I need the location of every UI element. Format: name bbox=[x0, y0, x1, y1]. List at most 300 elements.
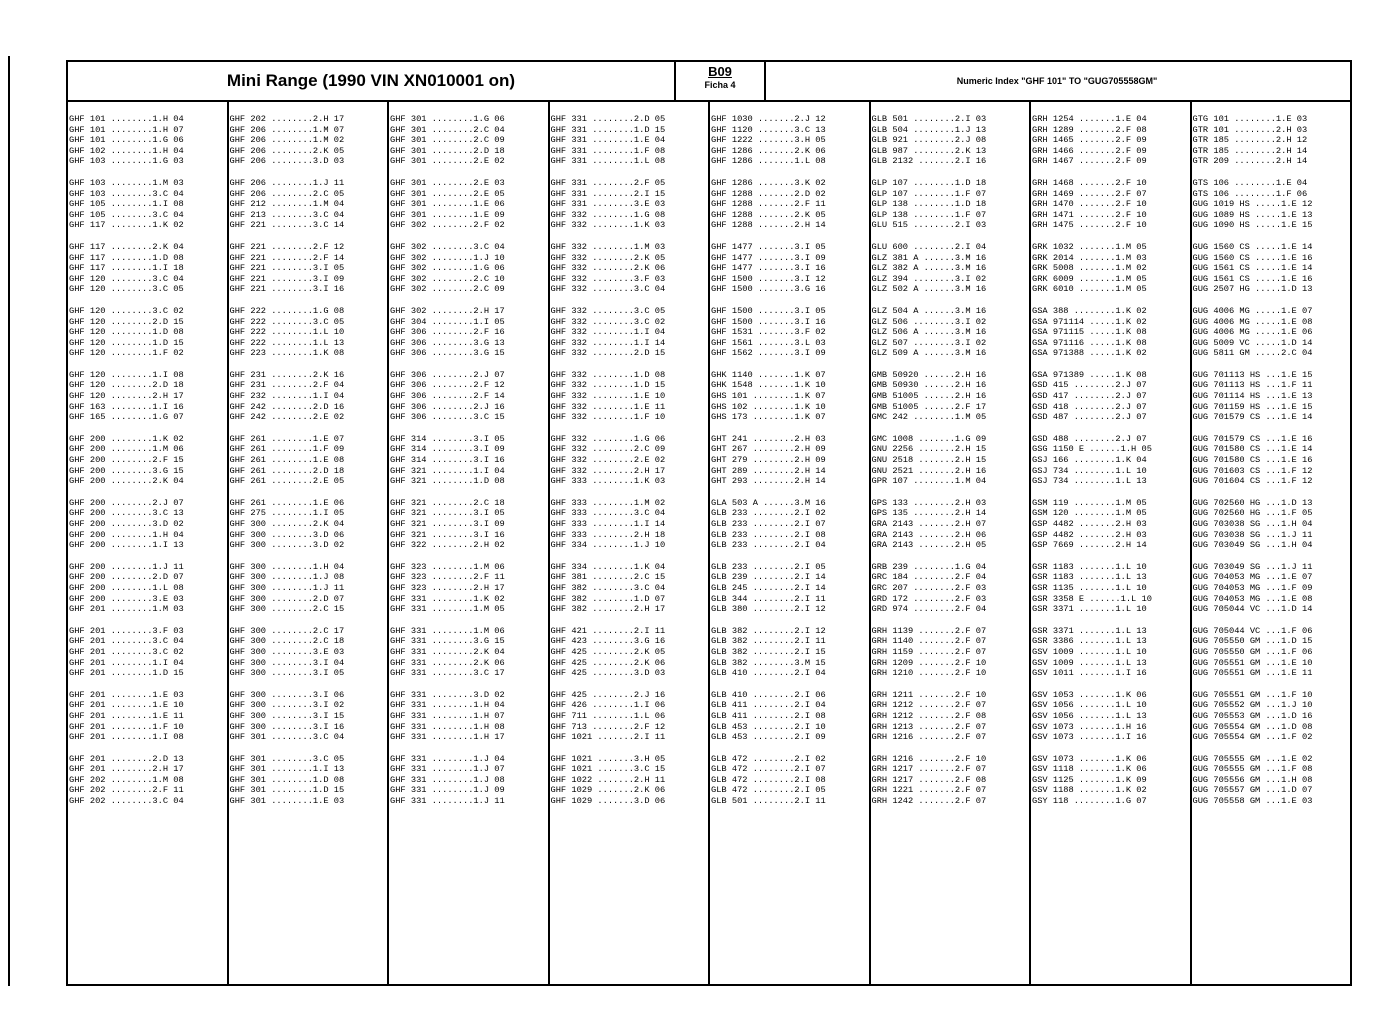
index-entry: GRK 6009 .......1.M 05 bbox=[1032, 273, 1147, 284]
index-entry: GHF 301 ........2.E 03 bbox=[390, 177, 505, 188]
index-entry: GHF 302 ........2.H 17 bbox=[390, 305, 505, 316]
index-entry: GUG 705551 GM ...1.E 10 bbox=[1192, 657, 1313, 668]
index-entry: GHF 332 ........1.I 04 bbox=[550, 327, 666, 338]
index-group bbox=[871, 242, 1030, 295]
index-entry: GHF 301 ........2.C 04 bbox=[390, 124, 505, 135]
index-entry: GHF 332 ........3.C 05 bbox=[550, 305, 666, 316]
index-entry: GUG 1561 CS .....1.E 14 bbox=[1192, 263, 1313, 274]
index-group bbox=[68, 562, 227, 615]
index-entry: GHF 331 ........2.F 05 bbox=[550, 177, 666, 188]
index-entry: GHF 200 ........2.F 15 bbox=[69, 455, 184, 466]
index-entry: GHF 331 ........3.G 15 bbox=[390, 636, 505, 647]
index-entry: GUG 4006 MG .....1.E 06 bbox=[1192, 327, 1313, 338]
index-entry: GHF 322 ........2.H 02 bbox=[390, 540, 505, 551]
index-entry: GHF 332 ........1.E 10 bbox=[550, 391, 666, 402]
index-entry: GHF 200 ........2.J 07 bbox=[69, 497, 184, 508]
index-entry: GUG 702560 HG ...1.D 13 bbox=[1192, 497, 1313, 508]
index-entry: GHF 332 ........1.I 14 bbox=[550, 337, 666, 348]
index-entry: GSR 1135 .......1.L 10 bbox=[1032, 582, 1147, 593]
index-group bbox=[871, 562, 1030, 615]
index-entry: GSV 1056 .......1.L 10 bbox=[1032, 700, 1147, 711]
index-entry: GHF 331 ........1.H 17 bbox=[390, 732, 505, 743]
index-entry: GSM 119 ........1.M 05 bbox=[1032, 497, 1147, 508]
index-entry: GHF 331 ........2.K 06 bbox=[390, 657, 505, 668]
index-group bbox=[1192, 114, 1351, 167]
index-column bbox=[548, 102, 709, 984]
index-entry: GRC 184 ........2.F 04 bbox=[871, 572, 987, 583]
index-group bbox=[68, 626, 227, 679]
index-entry: GHF 332 ........2.H 17 bbox=[550, 465, 666, 476]
index-entry: GHK 1548 .......1.K 10 bbox=[711, 380, 826, 391]
index-entry: GSA 971388 .....1.K 02 bbox=[1032, 348, 1147, 359]
index-group bbox=[550, 626, 709, 679]
index-entry: GLB 380 ........2.I 12 bbox=[711, 604, 826, 615]
index-column bbox=[68, 102, 227, 984]
index-entry: GHF 1500 .......3.I 16 bbox=[711, 316, 826, 327]
index-entry: GSV 1073 .......1.K 06 bbox=[1032, 753, 1147, 764]
index-entry: GHF 200 ........3.G 15 bbox=[69, 465, 184, 476]
index-entry: GHF 201 ........1.I 04 bbox=[69, 657, 184, 668]
index-entry: GLB 472 ........2.I 02 bbox=[711, 753, 826, 764]
index-entry: GRH 1468 .......2.F 10 bbox=[1032, 177, 1147, 188]
index-entry: GRH 1210 .......2.F 10 bbox=[871, 668, 987, 679]
index-entry: GSR 3371 .......1.L 10 bbox=[1032, 604, 1147, 615]
index-entry: GHF 200 ........1.L 08 bbox=[69, 582, 184, 593]
index-entry: GHF 200 ........1.H 04 bbox=[69, 529, 184, 540]
index-entry: GHF 103 ........3.C 04 bbox=[69, 188, 184, 199]
index-entry: GHF 120 ........1.D 08 bbox=[69, 327, 184, 338]
index-entry: GSJ 734 ........1.L 13 bbox=[1032, 476, 1147, 487]
index-entry: GHF 1120 .......3.C 13 bbox=[711, 124, 826, 135]
index-entry: GHF 232 ........1.I 04 bbox=[229, 391, 345, 402]
index-entry: GRH 1471 .......2.F 10 bbox=[1032, 209, 1147, 220]
index-entry: GUG 705044 VC ...1.F 06 bbox=[1192, 625, 1313, 636]
index-entry: GLP 107 ........1.F 07 bbox=[871, 188, 987, 199]
index-entry: GHF 300 ........1.J 11 bbox=[229, 582, 345, 593]
index-entry: GHF 382 ........3.C 04 bbox=[550, 582, 666, 593]
index-entry: GLZ 382 A ......3.M 16 bbox=[871, 263, 987, 274]
index-entry: GHF 120 ........2.H 17 bbox=[69, 391, 184, 402]
index-entry: GSV 1118 .......1.K 06 bbox=[1032, 764, 1147, 775]
index-entry: GHF 331 ........1.H 08 bbox=[390, 721, 505, 732]
index-entry: GHF 201 ........2.D 13 bbox=[69, 753, 184, 764]
index-entry: GHF 300 ........3.I 02 bbox=[229, 700, 345, 711]
index-entry: GSD 487 ........2.J 07 bbox=[1032, 412, 1147, 423]
index-entry: GHF 306 ........2.F 14 bbox=[390, 391, 505, 402]
index-group bbox=[550, 690, 709, 743]
index-entry: GHF 302 ........3.C 04 bbox=[390, 241, 505, 252]
index-entry: GLZ 507 ........3.I 02 bbox=[871, 337, 987, 348]
index-entry: GUG 705550 GM ...1.F 06 bbox=[1192, 646, 1313, 657]
index-entry: GSG 1150 E ......1.H 05 bbox=[1032, 444, 1152, 455]
index-entry: GUG 2507 HG .....1.D 13 bbox=[1192, 284, 1313, 295]
index-entry: GHF 331 ........1.J 09 bbox=[390, 785, 505, 796]
index-entry: GHF 331 ........1.J 11 bbox=[390, 796, 505, 807]
index-entry: GHF 1021 .......2.I 11 bbox=[550, 732, 666, 743]
index-group bbox=[229, 434, 388, 487]
index-entry: GTR 101 ........2.H 03 bbox=[1192, 124, 1308, 135]
index-group bbox=[389, 242, 548, 295]
index-group bbox=[710, 690, 869, 743]
index-group bbox=[1031, 242, 1190, 295]
index-entry: GHF 323 ........2.F 11 bbox=[390, 572, 505, 583]
index-entry: GHF 261 ........1.E 07 bbox=[229, 433, 345, 444]
index-group bbox=[710, 754, 869, 807]
index-entry: GUG 1019 HS .....1.E 12 bbox=[1192, 199, 1313, 210]
index-entry: GRH 1213 .......2.F 07 bbox=[871, 721, 987, 732]
index-entry: GHF 304 ........1.I 05 bbox=[390, 316, 505, 327]
index-entry: GHF 423 ........3.G 16 bbox=[550, 636, 666, 647]
index-entry: GHF 231 ........2.F 04 bbox=[229, 380, 345, 391]
index-entry: GUG 705555 GM ...1.F 08 bbox=[1192, 764, 1313, 775]
index-entry: GSR 1183 .......1.L 13 bbox=[1032, 572, 1147, 583]
index-entry: GHF 382 ........1.D 07 bbox=[550, 593, 666, 604]
index-entry: GLB 233 ........2.I 04 bbox=[711, 540, 826, 551]
index-column bbox=[1029, 102, 1190, 984]
index-group bbox=[68, 114, 227, 167]
index-entry: GLZ 394 ........3.I 02 bbox=[871, 273, 987, 284]
index-entry: GHF 331 ........1.J 08 bbox=[390, 774, 505, 785]
index-entry: GHF 1561 .......3.L 03 bbox=[711, 337, 826, 348]
index-column bbox=[708, 102, 869, 984]
index-entry: GRH 1217 .......2.F 08 bbox=[871, 774, 987, 785]
index-group bbox=[1192, 562, 1351, 615]
index-entry: GUG 703038 SG ...1.H 04 bbox=[1192, 519, 1313, 529]
index-group bbox=[68, 754, 227, 807]
index-entry: GHF 261 ........2.E 05 bbox=[229, 476, 345, 487]
index-group bbox=[229, 306, 388, 359]
index-group bbox=[710, 370, 869, 423]
index-entry: GUG 5811 GM .....2.C 04 bbox=[1192, 348, 1313, 359]
index-entry: GLB 921 ........2.J 08 bbox=[871, 135, 987, 146]
index-entry: GRK 6010 .......1.M 05 bbox=[1032, 284, 1147, 295]
index-group bbox=[710, 434, 869, 487]
index-entry: GLZ 506 A ......3.M 16 bbox=[871, 327, 987, 338]
index-entry: GHF 120 ........3.C 05 bbox=[69, 284, 184, 295]
index-entry: GSV 1009 .......1.L 13 bbox=[1032, 657, 1147, 668]
index-entry: GSP 4482 .......2.H 03 bbox=[1032, 529, 1147, 540]
index-entry: GLB 382 ........2.I 15 bbox=[711, 646, 826, 657]
index-entry: GHF 261 ........1.F 09 bbox=[229, 444, 345, 455]
index-entry: GHF 1022 .......2.H 11 bbox=[550, 774, 666, 785]
index-group bbox=[229, 626, 388, 679]
index-entry: GTS 106 ........1.E 04 bbox=[1192, 177, 1308, 188]
index-entry: GHF 331 ........2.I 15 bbox=[550, 188, 666, 199]
index-entry: GSM 120 ........1.M 05 bbox=[1032, 508, 1147, 519]
index-entry: GRH 1475 .......2.F 10 bbox=[1032, 220, 1147, 231]
index-entry: GSJ 734 ........1.L 10 bbox=[1032, 465, 1147, 476]
index-entry: GHF 331 ........1.F 08 bbox=[550, 145, 666, 156]
index-entry: GHF 334 ........1.K 04 bbox=[550, 561, 666, 572]
index-entry: GHF 306 ........3.C 15 bbox=[390, 412, 505, 423]
index-entry: GUG 701579 CS ...1.E 14 bbox=[1192, 412, 1313, 423]
index-entry: GMB 50920 ......2.H 16 bbox=[871, 369, 987, 380]
index-entry: GHF 120 ........2.D 15 bbox=[69, 316, 184, 327]
index-entry: GMB 51005 ......2.H 16 bbox=[871, 391, 987, 402]
index-group bbox=[710, 114, 869, 167]
index-entry: GHF 221 ........3.I 16 bbox=[229, 284, 345, 295]
index-entry: GHF 120 ........3.C 04 bbox=[69, 273, 184, 284]
index-entry: GHF 425 ........2.K 06 bbox=[550, 657, 666, 668]
index-entry: GHF 332 ........1.G 06 bbox=[550, 433, 666, 444]
index-entry: GHF 120 ........1.F 02 bbox=[69, 348, 184, 359]
index-entry: GHF 301 ........1.E 06 bbox=[390, 199, 505, 210]
index-entry: GHF 301 ........3.C 04 bbox=[229, 732, 345, 743]
index-entry: GHS 173 ........1.K 07 bbox=[711, 412, 826, 423]
index-entry: GHF 421 ........2.I 11 bbox=[550, 625, 666, 636]
ficha-box bbox=[674, 62, 766, 100]
index-entry: GUG 1090 HS .....1.E 15 bbox=[1192, 220, 1313, 231]
index-entry: GUG 1089 HS .....1.E 13 bbox=[1192, 209, 1313, 220]
index-entry: GHF 425 ........2.K 05 bbox=[550, 646, 666, 657]
index-entry: GHF 321 ........2.C 18 bbox=[390, 497, 505, 508]
index-entry: GLB 472 ........2.I 08 bbox=[711, 774, 826, 785]
index-entry: GHF 426 ........1.I 06 bbox=[550, 700, 666, 711]
index-entry: GLB 453 ........2.I 10 bbox=[711, 721, 826, 732]
index-entry: GRH 1212 .......2.F 08 bbox=[871, 710, 987, 721]
index-group bbox=[550, 242, 709, 295]
index-entry: GHF 331 ........2.K 04 bbox=[390, 646, 505, 657]
index-entry: GHF 306 ........2.J 16 bbox=[390, 401, 505, 412]
index-group bbox=[710, 306, 869, 359]
index-entry: GLB 344 ........2.I 11 bbox=[711, 593, 826, 604]
index-entry: GHF 222 ........1.G 08 bbox=[229, 305, 345, 316]
index-entry: GUG 703049 SG ...1.J 11 bbox=[1192, 561, 1313, 572]
index-entry: GHF 261 ........1.E 08 bbox=[229, 455, 345, 466]
index-entry: GHF 301 ........1.E 09 bbox=[390, 209, 505, 220]
index-entry: GHF 206 ........1.M 02 bbox=[229, 135, 345, 146]
index-entry: GHF 334 ........1.J 10 bbox=[550, 540, 666, 551]
index-entry: GLZ 381 A ......3.M 16 bbox=[871, 252, 987, 263]
index-entry: GHF 201 ........1.F 10 bbox=[69, 721, 184, 732]
index-entry: GLU 600 ........2.I 04 bbox=[871, 241, 987, 252]
index-entry: GRK 5008 .......1.M 02 bbox=[1032, 263, 1147, 274]
index-entry: GHF 1021 .......3.C 15 bbox=[550, 764, 666, 775]
index-entry: GUG 705558 GM ...1.E 03 bbox=[1192, 796, 1313, 807]
index-entry: GHF 301 ........2.E 05 bbox=[390, 188, 505, 199]
index-entry: GHF 221 ........3.C 14 bbox=[229, 220, 345, 231]
index-entry: GHF 223 ........1.K 08 bbox=[229, 348, 345, 359]
index-entry: GHF 331 ........1.K 02 bbox=[390, 593, 505, 604]
index-entry: GSV 1073 .......1.H 16 bbox=[1032, 721, 1147, 732]
index-entry: GHF 202 ........1.M 08 bbox=[69, 774, 184, 785]
index-entry: GHF 200 ........3.E 03 bbox=[69, 593, 184, 604]
index-group bbox=[389, 306, 548, 359]
index-entry: GNU 2518 .......2.H 15 bbox=[871, 455, 987, 466]
index-entry: GHF 201 ........1.E 10 bbox=[69, 700, 184, 711]
index-entry: GHF 221 ........3.I 05 bbox=[229, 263, 345, 274]
index-group bbox=[389, 754, 548, 807]
index-entry: GRH 1242 .......2.F 07 bbox=[871, 796, 987, 807]
index-entry: GHF 301 ........3.C 05 bbox=[229, 753, 345, 764]
index-column bbox=[387, 102, 548, 984]
index-entry: GHF 314 ........3.I 05 bbox=[390, 433, 505, 444]
index-entry: GHS 101 ........1.K 07 bbox=[711, 391, 826, 402]
index-entry: GHF 201 ........3.C 04 bbox=[69, 636, 184, 647]
index-entry: GHF 1288 .......2.F 11 bbox=[711, 199, 826, 210]
index-group bbox=[389, 434, 548, 487]
index-entry: GHF 1288 .......2.K 05 bbox=[711, 209, 826, 220]
index-entry: GHF 1500 .......3.I 12 bbox=[711, 273, 826, 284]
index-group bbox=[1031, 754, 1190, 807]
index-entry: GLB 233 ........2.I 05 bbox=[711, 561, 826, 572]
index-entry: GHF 332 ........3.F 03 bbox=[550, 273, 666, 284]
index-entry: GMB 51005 ......2.F 17 bbox=[871, 401, 987, 412]
index-group bbox=[550, 178, 709, 231]
index-entry: GUG 1560 CS .....1.E 16 bbox=[1192, 252, 1313, 263]
index-entry: GHF 206 ........2.K 05 bbox=[229, 145, 345, 156]
index-entry: GHF 331 ........1.M 06 bbox=[390, 625, 505, 636]
index-entry: GUG 701580 CS ...1.E 14 bbox=[1192, 444, 1313, 455]
index-entry: GSV 1009 .......1.L 10 bbox=[1032, 646, 1147, 657]
index-entry: GPR 107 ........1.M 04 bbox=[871, 476, 987, 487]
index-entry: GTR 209 ........2.H 14 bbox=[1192, 156, 1308, 167]
index-group bbox=[550, 754, 709, 807]
index-entry: GHF 300 ........2.D 07 bbox=[229, 593, 345, 604]
index-group bbox=[871, 754, 1030, 807]
index-entry: GHF 331 ........1.L 08 bbox=[550, 156, 666, 167]
index-group bbox=[68, 306, 227, 359]
index-entry: GHF 333 ........1.K 03 bbox=[550, 476, 666, 487]
index-group bbox=[1031, 626, 1190, 679]
index-entry: GHF 331 ........1.M 05 bbox=[390, 604, 505, 615]
index-entry: GHF 321 ........3.I 05 bbox=[390, 508, 505, 519]
index-entry: GHF 201 ........1.I 08 bbox=[69, 732, 184, 743]
index-entry: GLB 245 ........2.I 14 bbox=[711, 582, 826, 593]
index-group bbox=[1031, 306, 1190, 359]
index-entry: GRK 1032 .......1.M 05 bbox=[1032, 241, 1147, 252]
ficha-code: B09 bbox=[708, 64, 732, 79]
index-entry: GSP 7669 .......2.H 14 bbox=[1032, 540, 1147, 551]
index-entry: GLB 501 ........2.I 03 bbox=[871, 114, 987, 124]
index-entry: GHF 1288 .......2.H 14 bbox=[711, 220, 826, 231]
index-group bbox=[68, 370, 227, 423]
index-entry: GHF 200 ........3.D 02 bbox=[69, 519, 184, 529]
index-entry: GRH 1211 .......2.F 10 bbox=[871, 689, 987, 700]
index-entry: GHF 332 ........2.E 02 bbox=[550, 455, 666, 466]
index-entry: GLB 472 ........2.I 07 bbox=[711, 764, 826, 775]
index-group bbox=[1031, 114, 1190, 167]
index-entry: GHF 300 ........1.J 08 bbox=[229, 572, 345, 583]
index-entry: GHF 331 ........3.E 03 bbox=[550, 199, 666, 210]
index-entry: GRH 1209 .......2.F 10 bbox=[871, 657, 987, 668]
index-entry: GHF 302 ........2.F 02 bbox=[390, 220, 505, 231]
index-entry: GRH 1212 .......2.F 07 bbox=[871, 700, 987, 711]
index-entry: GHF 332 ........1.D 08 bbox=[550, 369, 666, 380]
index-entry: GRH 1221 .......2.F 07 bbox=[871, 785, 987, 796]
index-entry: GLB 382 ........2.I 12 bbox=[711, 625, 826, 636]
index-entry: GHF 333 ........1.M 02 bbox=[550, 497, 666, 508]
index-group bbox=[550, 562, 709, 615]
page-title: Mini Range (1990 VIN XN010001 on) bbox=[226, 71, 516, 90]
index-entry: GLB 472 ........2.I 05 bbox=[711, 785, 826, 796]
index-group bbox=[1192, 754, 1351, 807]
index-entry: GRH 1139 .......2.F 07 bbox=[871, 625, 987, 636]
index-entry: GLB 233 ........2.I 07 bbox=[711, 519, 826, 529]
index-group bbox=[389, 562, 548, 615]
index-entry: GUG 702560 HG ...1.F 05 bbox=[1192, 508, 1313, 519]
index-entry: GHF 323 ........1.M 06 bbox=[390, 561, 505, 572]
index-entry: GHF 101 ........1.H 07 bbox=[69, 124, 184, 135]
index-entry: GLA 503 A ......3.M 16 bbox=[711, 497, 826, 508]
index-entry: GRH 1216 .......2.F 10 bbox=[871, 753, 987, 764]
index-entry: GHF 713 ........2.F 12 bbox=[550, 721, 666, 732]
index-entry: GHF 105 ........1.I 08 bbox=[69, 199, 184, 210]
index-entry: GUG 701579 CS ...1.E 16 bbox=[1192, 433, 1313, 444]
index-entry: GUG 704053 MG ...1.F 09 bbox=[1192, 582, 1313, 593]
index-group bbox=[389, 114, 548, 167]
index-entry: GHF 1029 .......3.D 06 bbox=[550, 796, 666, 807]
index-entry: GHT 241 ........2.H 03 bbox=[711, 433, 826, 444]
index-entry: GHF 201 ........2.H 17 bbox=[69, 764, 184, 775]
index-group bbox=[1031, 498, 1190, 551]
index-entry: GHT 289 ........2.H 14 bbox=[711, 465, 826, 476]
index-entry: GRH 1140 .......2.F 07 bbox=[871, 636, 987, 647]
index-entry: GHF 301 ........2.E 02 bbox=[390, 156, 505, 167]
index-entry: GHF 201 ........1.D 15 bbox=[69, 668, 184, 679]
index-entry: GHF 301 ........1.I 13 bbox=[229, 764, 345, 775]
index-entry: GHF 261 ........2.D 18 bbox=[229, 465, 345, 476]
index-entry: GHF 332 ........1.G 08 bbox=[550, 209, 666, 220]
index-entry: GHF 332 ........1.K 03 bbox=[550, 220, 666, 231]
index-entry: GHF 331 ........3.D 02 bbox=[390, 689, 505, 700]
index-entry: GSA 388 ........1.K 02 bbox=[1032, 305, 1147, 316]
index-entry: GUG 701113 HS ...1.E 15 bbox=[1192, 369, 1313, 380]
index-entry: GHF 306 ........2.F 12 bbox=[390, 380, 505, 391]
index-entry: GHF 300 ........3.I 04 bbox=[229, 657, 345, 668]
index-column bbox=[1190, 102, 1351, 984]
index-entry: GMC 242 ........1.M 05 bbox=[871, 412, 987, 423]
index-group bbox=[871, 306, 1030, 359]
index-entry: GHF 306 ........3.G 13 bbox=[390, 337, 505, 348]
index-entry: GHF 300 ........2.C 15 bbox=[229, 604, 345, 615]
index-entry: GHF 300 ........2.C 18 bbox=[229, 636, 345, 647]
index-entry: GRH 1216 .......2.F 07 bbox=[871, 732, 987, 743]
index-entry: GHF 332 ........2.C 09 bbox=[550, 444, 666, 455]
index-entry: GSD 488 ........2.J 07 bbox=[1032, 433, 1147, 444]
index-entry: GSV 1053 .......1.K 06 bbox=[1032, 689, 1147, 700]
index-entry: GHF 1500 .......3.G 16 bbox=[711, 284, 826, 295]
index-entry: GUG 701159 HS ...1.E 15 bbox=[1192, 401, 1313, 412]
index-entry: GRH 1467 .......2.F 09 bbox=[1032, 156, 1147, 167]
index-entry: GUG 4006 MG .....1.E 07 bbox=[1192, 305, 1313, 316]
index-entry: GPS 133 ........2.H 03 bbox=[871, 497, 987, 508]
index-entry: GHF 425 ........3.D 03 bbox=[550, 668, 666, 679]
index-entry: GHF 200 ........3.C 13 bbox=[69, 508, 184, 519]
index-group bbox=[1031, 178, 1190, 231]
index-entry: GHF 331 ........1.J 07 bbox=[390, 764, 505, 775]
index-entry: GSA 971116 .....1.K 08 bbox=[1032, 337, 1147, 348]
index-entry: GHF 331 ........1.J 04 bbox=[390, 753, 505, 764]
index-entry: GHF 105 ........3.C 04 bbox=[69, 209, 184, 220]
index-entry: GHF 301 ........1.E 03 bbox=[229, 796, 345, 807]
index-entry: GLP 107 ........1.D 18 bbox=[871, 177, 987, 188]
index-group bbox=[1192, 242, 1351, 295]
index-group bbox=[1031, 370, 1190, 423]
index-entry: GLB 411 ........2.I 04 bbox=[711, 700, 826, 711]
index-entry: GUG 1561 CS .....1.E 16 bbox=[1192, 273, 1313, 284]
index-entry: GHF 321 ........1.D 08 bbox=[390, 476, 505, 487]
index-group bbox=[550, 370, 709, 423]
index-group bbox=[1192, 434, 1351, 487]
index-entry: GHF 200 ........2.D 07 bbox=[69, 572, 184, 583]
index-entry: GHF 332 ........1.D 15 bbox=[550, 380, 666, 391]
index-entry: GHF 201 ........3.C 02 bbox=[69, 646, 184, 657]
index-entry: GHF 333 ........3.C 04 bbox=[550, 508, 666, 519]
index-entry: GRB 239 ........1.G 04 bbox=[871, 561, 987, 572]
index-entry: GLB 453 ........2.I 09 bbox=[711, 732, 826, 743]
index-entry: GHF 301 ........1.D 08 bbox=[229, 774, 345, 785]
